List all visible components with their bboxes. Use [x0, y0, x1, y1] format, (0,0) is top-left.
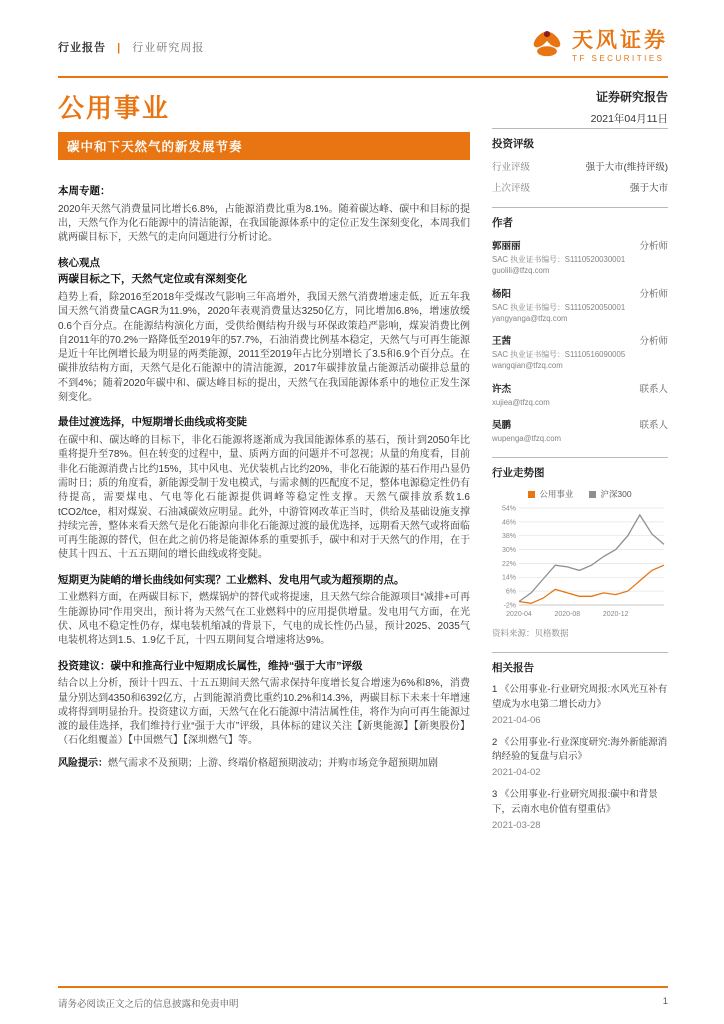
author-name: 郭丽丽: [492, 241, 521, 252]
author-row: [492, 238, 668, 252]
related-report-title: 3 《公用事业-行业研究周报:碳中和背景下，云南水电价值有望重估》: [492, 789, 658, 815]
brand-logo-icon: [529, 26, 565, 67]
related-report-item: [492, 736, 668, 779]
author-email: guolili@tfzq.com: [492, 266, 550, 276]
author-name: 王茜: [492, 336, 512, 348]
author-email: yangyanga@tfzq.com: [492, 313, 568, 323]
header-divider: [58, 76, 668, 78]
previous-rating-value: 强于大市: [629, 183, 668, 194]
legend-item-csi300: [589, 488, 631, 500]
related-report-title: 1 《公用事业-行业研究周报:水风光互补有望成为水电第二增长动力》: [492, 684, 668, 710]
utilities-series-label: 公用事业: [539, 489, 574, 500]
title-row: [58, 88, 668, 126]
main-column: [58, 174, 470, 779]
author-role: 联系人: [639, 420, 668, 432]
author-entry: [492, 333, 668, 372]
author-role: 分析师: [639, 241, 668, 252]
short-term-heading: 短期更为陡峭的增长曲线如何实现？工业燃料、发电用气或为超预期的点。: [58, 573, 405, 586]
svg-text:2020-08: 2020-08: [554, 611, 581, 619]
svg-text:6%: 6%: [505, 588, 516, 596]
advice-paragraph: 结合以上分析，预计十四五、十五五期间天然气需求保持年度增长复合增速为6%和8%，消费量分别达到4350和6392亿方，占到能源消费比重约10.2%和14.3%，两碳目标下未来十年增速或将得到明显抬升。投资建议方面，天然气在化石能源中清洁属性佳，将作为向可再生能源过渡的最佳选择，我们维持行业“强于大市”评级，具体标的建议关注【新奥能源】【新奥股份】（石化组覆盖）【中国燃气】【深圳燃气】等。: [58, 678, 470, 747]
author-email: wupenga@tfzq.com: [492, 434, 562, 444]
page-header: [58, 26, 668, 67]
author-row: [492, 417, 668, 431]
author-entry: [492, 286, 668, 325]
related-report-item: [492, 683, 668, 726]
brand-block: [529, 26, 668, 67]
doc-meta: [591, 88, 668, 126]
weekly-topic-paragraph: 2020年天然气消费量同比增长6.8%，占能源消费比重为8.1%。随着碳达峰、碳中和目标的提出，天然气作为化石能源中的清洁能源，在我国能源体系中的定位正发生深刻变化，本周我们就两碳目标下，天然气的走向问题进行分析讨论。: [58, 203, 470, 244]
related-report-item: [492, 788, 668, 831]
svg-text:14%: 14%: [501, 575, 516, 583]
transition-paragraph: 在碳中和、碳达峰的目标下，非化石能源将逐渐成为我国能源体系的基石，预计到2050年比重将提升至78%。但在转变的过程中，量、质两方面的问题并不可忽视；从量的角度看，目前非化石能源消费占比约15%，其中风电、光伏装机占比约20%，非化石能源的基石作用凸显仍需时日；质的角度看，新能源受制于发电模式，与需求侧的匹配度不足，整体电源稳定性仍有待提高，需要煤电、气电等化石能源提供调峰等稳定性支撑。天然气碳排放系数1.6 tCO2/tce，相对煤炭、石油减碳效应明显。此外，中游管网改革正当时，供给及基础设施支撑持续完善，整体来看天然气是化石能源向非化石能源过渡的最优选择，远期看天然气或将面临可再生能源的替代，但在此之前仍将是能源体系的重要抓手，碳中和对于天然气的作用，在于使其十四五、十五五期间的增长曲线或将变陡。: [58, 435, 470, 561]
svg-text:54%: 54%: [501, 505, 516, 513]
risk-lead: 风险提示：: [58, 757, 108, 769]
report-type-label: 行业报告: [58, 41, 106, 54]
author-name: 许杰: [492, 383, 512, 395]
related-report-date: 2021-04-02: [492, 767, 541, 779]
doc-type-label: 证券研究报告: [595, 90, 668, 104]
author-role: 分析师: [639, 288, 668, 300]
author-cert: SAC 执业证书编号：S1110516090005: [492, 350, 626, 360]
brand-text: [572, 30, 668, 63]
footer-disclaimer: 请务必阅读正文之后的信息披露和免责申明: [58, 999, 239, 1010]
report-date: 2021年04月11日: [590, 113, 668, 125]
author-cert: SAC 执业证书编号：S1110520050001: [492, 302, 626, 312]
author-row: [492, 381, 668, 395]
related-reports-section: [492, 652, 668, 831]
related-reports-heading: 相关报告: [492, 662, 534, 675]
industry-rating-row: [492, 159, 668, 173]
report-subtitle-banner: 碳中和下天然气的新发展节奏: [58, 132, 470, 160]
svg-text:-2%: -2%: [503, 602, 516, 610]
svg-text:30%: 30%: [501, 547, 516, 555]
related-report-date: 2021-03-28: [492, 819, 541, 831]
related-report-title: 2 《公用事业-行业深度研究:海外新能源消纳经验的复盘与启示》: [492, 736, 668, 763]
author-email: xujiea@tfzq.com: [492, 397, 550, 407]
report-series-label: 行业研究周报: [132, 41, 205, 54]
utilities-series-swatch: [528, 491, 535, 498]
authors-list: [492, 238, 668, 444]
related-report-date: 2021-04-06: [492, 714, 541, 726]
svg-text:46%: 46%: [501, 519, 516, 527]
risk-text: 燃气需求不及预期；上游、终端价格超预期波动；并购市场竞争超预期加剧: [108, 757, 438, 769]
core-view-subheading: 两碳目标之下，天然气定位或有深刻变化: [58, 273, 247, 286]
weekly-topic-heading: 本周专题：: [58, 185, 111, 197]
author-name: 吴鹏: [492, 420, 512, 432]
sidebar: [492, 128, 668, 844]
author-role: 分析师: [639, 336, 668, 348]
author-entry: [492, 238, 668, 277]
csi300-series-swatch: [589, 491, 596, 498]
report-category: [58, 39, 204, 55]
author-row: [492, 333, 668, 347]
svg-text:2020-04: 2020-04: [506, 611, 532, 619]
header-separator: |: [117, 41, 122, 54]
previous-rating-label: 上次评级: [492, 183, 531, 194]
legend-item-utilities: [528, 488, 573, 500]
author-role: 联系人: [639, 383, 668, 395]
rating-section: [492, 128, 668, 194]
page-footer: [58, 986, 668, 1010]
trend-paragraph: 趋势上看，除2016至2018年受煤改气影响三年高增外，我国天然气消费增速走低，近五年我国天然气消费量CAGR为11.9%，2020年表观消费量达3250亿方，同比增加6.8%，增速放缓0.6个百分点。在能源结构演化方面，受供给侧结构升级与环保政策趋严影响，煤炭消费比例自2011年的70.2%一路降低至2019年的57.7%，石油消费比例基本稳定，天然气与可再生能源是近十年比例增长最为明显的两类能源，2011至2019年占比分别增长了3.5和6.9个百分点。在碳排放结构方面，天然气是化石能源中的清洁能源，2017年碳排放量占能源活动碳排总量的不到4%；随着2020年碳中和、碳达峰目标的提出，天然气在我国能源体系中的地位正发生深刻变化。: [58, 291, 470, 404]
author-name: 杨阳: [492, 288, 512, 300]
core-view-heading: 核心观点: [58, 256, 100, 269]
related-reports-list: [492, 683, 668, 831]
industry-trend-chart: [492, 502, 668, 620]
industry-rating-value: 强于大市(维持评级): [585, 162, 668, 173]
svg-text:38%: 38%: [501, 533, 516, 541]
author-entry: [492, 381, 668, 408]
csi300-series-label: 沪深300: [600, 489, 632, 500]
chart-legend: [492, 488, 668, 500]
industry-rating-label: 行业评级: [492, 162, 531, 173]
trend-chart-heading: 行业走势图: [492, 467, 545, 480]
author-entry: [492, 417, 668, 444]
trend-chart-section: [492, 457, 668, 639]
authors-section: [492, 207, 668, 444]
previous-rating-row: [492, 180, 668, 194]
rating-heading: 投资评级: [492, 138, 534, 150]
page-number: 1: [662, 996, 668, 1007]
transition-heading: 最佳过渡选择，中短期增长曲线或将变陡: [58, 416, 247, 429]
risk-paragraph: [58, 757, 470, 771]
svg-text:22%: 22%: [501, 561, 516, 569]
advice-heading: 投资建议：碳中和推高行业中短期成长属性，维持“强于大市”评级: [58, 659, 363, 672]
brand-name: 天风证券: [572, 29, 668, 52]
short-term-paragraph: 工业燃料方面，在两碳目标下，燃煤锅炉的替代或将提速，且天然气综合能源项目“减排+可再生能源协同”作用突出，预计将为天然气在工业燃料中的应用提供增量。发电用气方面，在光伏、风电不稳定性仍存，煤电装机缩减的背景下，气电的成长性仍凸显，预计2025、2035气电装机将达到1.5、1.9亿千瓦，十四五期间复合增速将达9%。: [58, 592, 470, 647]
brand-subtitle: TF SECURITIES: [572, 54, 665, 63]
author-email: wangqian@tfzq.com: [492, 361, 563, 371]
author-row: [492, 286, 668, 300]
svg-text:2020-12: 2020-12: [602, 611, 629, 619]
author-cert: SAC 执业证书编号：S1110520030001: [492, 255, 626, 264]
page-title: 公用事业: [58, 93, 171, 123]
authors-heading: 作者: [492, 217, 513, 229]
chart-source-note: 资料来源：贝格数据: [492, 628, 569, 639]
